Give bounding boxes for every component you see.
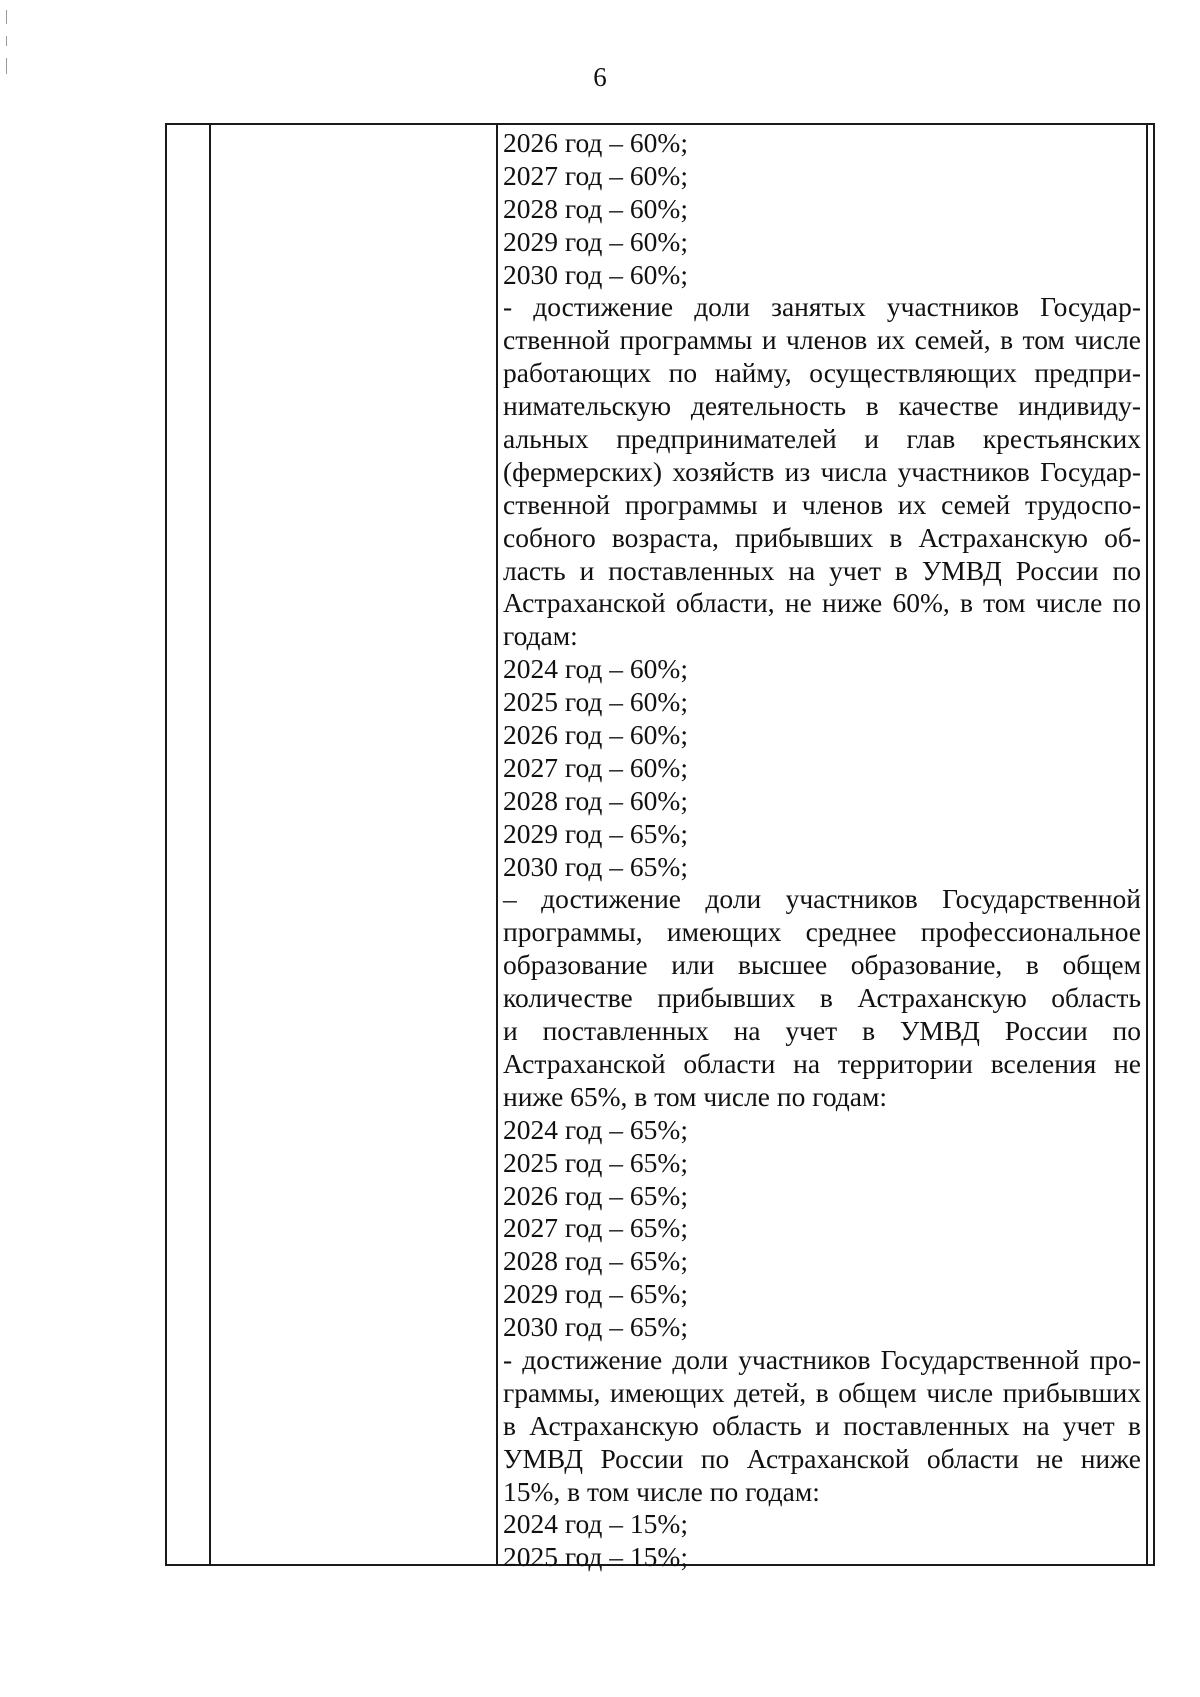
text-line: УМВД России по Астраханской области не ниже bbox=[503, 1442, 1141, 1474]
text-line: ласть и поставленных на учет в УМВД России по bbox=[503, 554, 1141, 586]
text-line: собного возраста, прибывших в Астраханскую об- bbox=[503, 521, 1141, 553]
text-line: - достижение доли участников Государственной про- bbox=[503, 1343, 1141, 1375]
text-line: 2026 год – 60%; bbox=[503, 127, 688, 158]
text-line: 2028 год – 60%; bbox=[503, 784, 688, 816]
text-line: ниже 65%, в том числе по годам: bbox=[503, 1080, 888, 1112]
text-line: 2030 год – 60%; bbox=[503, 258, 688, 290]
text-line: (фермерских) хозяйств из числа участников Государ- bbox=[503, 455, 1141, 487]
text-line: 2025 год – 60%; bbox=[503, 686, 688, 718]
column-divider-1 bbox=[209, 125, 211, 1564]
text-line: 15%, в том числе по годам: bbox=[503, 1475, 820, 1507]
page-number: 6 bbox=[593, 62, 607, 92]
text-line: ственной программы и членов их семей, в том числе bbox=[503, 324, 1141, 356]
text-line: 2026 год – 60%; bbox=[503, 719, 688, 751]
text-line: образование или высшее образование, в общем bbox=[503, 949, 1141, 981]
text-line: альных предпринимателей и глав крестьянских bbox=[503, 423, 1141, 455]
text-line: 2024 год – 65%; bbox=[503, 1113, 688, 1145]
text-line: нимательскую деятельность в качестве индивиду- bbox=[503, 390, 1141, 422]
text-line: 2024 год – 15%; bbox=[503, 1508, 688, 1540]
text-line: ственной программы и членов их семей трудоспо- bbox=[503, 488, 1141, 520]
text-line: 2027 год – 60%; bbox=[503, 751, 688, 783]
text-line: 2027 год – 60%; bbox=[503, 159, 688, 191]
text-line: 2024 год – 60%; bbox=[503, 653, 688, 685]
indicator-cell bbox=[503, 127, 1141, 1574]
text-line: 2025 год – 65%; bbox=[503, 1146, 688, 1178]
text-line: 2028 год – 60%; bbox=[503, 192, 688, 224]
text-line: – достижение доли участников Государственной bbox=[503, 883, 1141, 915]
text-line: Астраханской области, не ниже 60%, в том числе по bbox=[503, 587, 1141, 619]
text-line: 2030 год – 65%; bbox=[503, 850, 688, 882]
text-line: 2026 год – 65%; bbox=[503, 1179, 688, 1211]
text-line: 2029 год – 65%; bbox=[503, 1278, 688, 1310]
text-line: 2029 год – 60%; bbox=[503, 225, 688, 257]
text-line: - достижение доли занятых участников Государ- bbox=[503, 291, 1141, 323]
text-line: граммы, имеющих детей, в общем числе прибывших bbox=[503, 1376, 1141, 1408]
column-divider-2 bbox=[496, 125, 498, 1564]
text-line: в Астраханскую область и поставленных на учет в bbox=[503, 1409, 1141, 1441]
text-line: программы, имеющих среднее профессиональное bbox=[503, 916, 1141, 948]
text-line: 2028 год – 65%; bbox=[503, 1245, 688, 1277]
document-table bbox=[165, 123, 1155, 1573]
text-line: 2025 год – 15%; bbox=[503, 1541, 688, 1573]
text-line: 2029 год – 65%; bbox=[503, 817, 688, 849]
column-divider-3 bbox=[1146, 125, 1148, 1564]
text-line: количестве прибывших в Астраханскую область bbox=[503, 982, 1141, 1014]
text-line: и поставленных на учет в УМВД России по bbox=[503, 1015, 1141, 1047]
text-line: годам: bbox=[503, 620, 578, 652]
text-line: Астраханской области на территории вселения не bbox=[503, 1047, 1141, 1079]
text-line: 2027 год – 65%; bbox=[503, 1212, 688, 1244]
text-line: работающих по найму, осуществляющих предпри- bbox=[503, 357, 1141, 389]
text-line: 2030 год – 65%; bbox=[503, 1311, 688, 1343]
